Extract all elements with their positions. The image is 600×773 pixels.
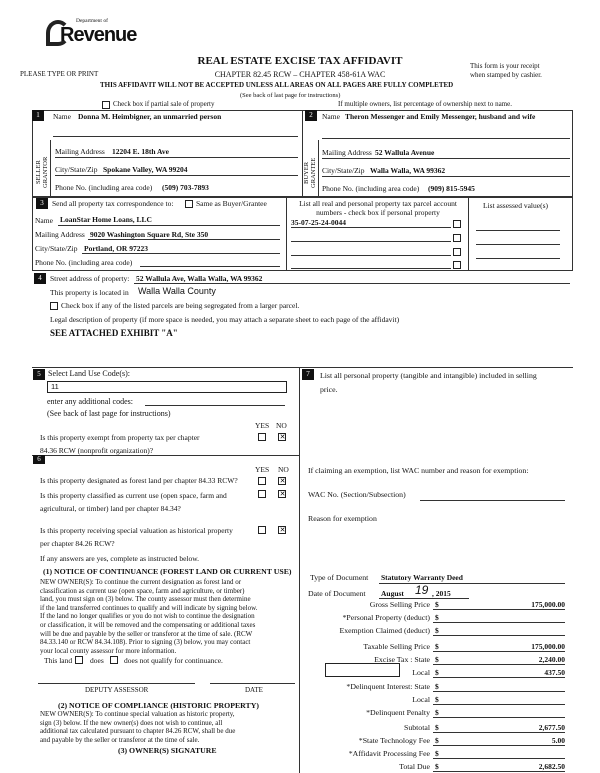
seller-name-label: Name [53,112,71,121]
personal-property-checkbox[interactable] [453,248,461,256]
fee-label: Exemption Claimed (deduct) [339,626,430,635]
see-back: (See back of last page for instructions) [240,92,341,99]
seller-city[interactable]: Spokane Valley, WA 99204 [103,165,188,174]
legal-label: Legal description of property (if more space is needed, you may attach a separate sheet to each page of the affidavit) [50,315,400,324]
parcel-header [288,199,468,217]
field-line [134,283,570,284]
date-label: DATE [245,686,263,694]
assessed-header: List assessed value(s) [483,201,548,210]
personal-property-label [320,369,537,397]
dollar-sign: $ [435,762,439,771]
notice1-title: (1) NOTICE OF CONTINUANCE (FOREST LAND OR CURRENT USE) [43,567,292,576]
dollar-sign: $ [435,642,439,651]
blank-line [322,138,570,139]
fee-label: Subtotal [404,723,430,732]
same-as-buyer-checkbox[interactable] [185,200,193,208]
divider [32,367,573,368]
additional-codes-label: enter any additional codes: [47,397,133,406]
personal-property-checkbox[interactable] [453,234,461,242]
fee-label: *Delinquent Penalty [366,708,430,717]
corr-city-label: City/State/Zip [35,244,78,253]
label-line: List all personal property (tangible and intangible) included in selling [320,371,537,380]
current-use-question [40,489,227,515]
fee-label: Local [412,695,430,704]
land-use-code-input[interactable]: 11 [47,381,287,393]
section-number: 3 [36,198,48,209]
reason-label: Reason for exemption [308,514,377,523]
notice1-text [40,578,257,655]
receipt-note [470,62,542,80]
field-line [55,157,298,158]
notice-line: additional tax calculated pursuant to chapter 84.26 RCW, shall be due [40,727,236,736]
fee-value[interactable]: 2,677.50 [538,723,565,732]
notice-line: or classification, it will be removed and the compensating or additional taxes [40,620,256,629]
buyer-city[interactable]: Walla Walla, WA 99362 [370,166,446,175]
current-use-no-checkbox[interactable] [278,490,286,498]
seller-phone-label: Phone No. (including area code) [55,183,153,192]
seller-city-label: City/State/Zip [55,165,98,174]
field-line[interactable] [476,244,560,245]
fee-label: Excise Tax : State [374,655,430,664]
dollar-sign: $ [435,600,439,609]
notice2-text [40,710,235,744]
doc-month[interactable]: August [381,589,404,598]
partial-sale-checkbox[interactable] [102,101,110,109]
historic-no-checkbox[interactable] [278,526,286,534]
seller-side-label: SELLER GRANTOR [35,156,49,189]
dollar-sign: $ [435,613,439,622]
section-number: 7 [302,369,314,380]
corr-name[interactable]: LoanStar Home Loans, LLC [60,215,152,224]
exempt-yes-checkbox[interactable] [258,433,266,441]
divider [286,197,287,271]
corr-name-label: Name [35,216,53,225]
does-not-qualify-checkbox[interactable] [110,656,118,664]
notice2-title: (2) NOTICE OF COMPLIANCE (HISTORIC PROPERTY) [58,701,259,710]
notice-line: your local county assessor for more information. [40,646,177,655]
notice-line: land, you must sign on (3) below. The county assessor must then determine [40,595,251,604]
notice-line: and payable by the seller or transferor at the time of sale. [40,735,200,744]
dollar-sign: $ [435,723,439,732]
field-line[interactable] [476,230,560,231]
label-line: price. [320,385,338,394]
fee-label: Total Due [399,762,430,771]
section-number: 5 [33,369,45,380]
buyer-name-label: Name [322,112,340,121]
historic-question [40,524,233,550]
field-line [291,241,451,242]
doc-day[interactable]: 19 [415,583,429,597]
doc-type[interactable]: Statutory Warranty Deed [381,573,463,582]
buyer-name[interactable]: Theron Messenger and Emily Messenger, husband and wife [345,112,536,121]
buyer-side-label: BUYER GRANTEE [303,157,317,188]
dollar-sign: $ [435,626,439,635]
historic-yes-checkbox[interactable] [258,526,266,534]
dollar-sign: $ [435,708,439,717]
wac-label: WAC No. (Section/Subsection) [308,490,406,499]
form-title: REAL ESTATE EXCISE TAX AFFIDAVIT [197,55,403,67]
question-line: Is this property classified as current use (open space, farm and [40,491,227,500]
field-line [291,255,451,256]
field-line[interactable] [145,405,285,406]
correspondence-label: Send all property tax correspondence to: [52,199,174,208]
does-label: does [90,656,104,665]
buyer-phone-label: Phone No. (including area code) [322,184,420,193]
segregated-label: Check box if any of the listed parcels are being segregated from a larger parcel. [61,301,300,310]
current-use-yes-checkbox[interactable] [258,490,266,498]
fee-line [433,635,565,636]
dollar-sign: $ [435,682,439,691]
multiple-owners-note: If multiple owners, list percentage of ownership next to name. [338,100,512,108]
fee-label: Gross Selling Price [369,600,430,609]
buyer-phone[interactable]: (909) 815-5945 [428,184,475,193]
corr-city[interactable]: Portland, OR 97223 [84,244,148,253]
deputy-label: DEPUTY ASSESSOR [85,686,149,694]
exempt-no-checkbox[interactable] [278,433,286,441]
notice-line: sign (3) below. If the new owner(s) does not wish to continue, all [40,718,223,727]
dollar-sign: $ [435,668,439,677]
receipt-line: when stamped by cashier. [470,71,542,79]
dollar-sign: $ [435,736,439,745]
divider [318,140,319,197]
field-line [55,175,298,176]
fee-value[interactable]: 2,682.50 [538,762,565,771]
doc-type-label: Type of Document [310,573,369,582]
dollar-sign: $ [435,749,439,758]
field-line[interactable] [140,266,280,267]
field-line[interactable] [476,258,560,259]
field-line [82,253,280,254]
fee-label: *State Technology Fee [358,736,430,745]
buyer-mail-label: Mailing Address [322,148,372,157]
fee-line [433,704,565,705]
field-line [58,225,280,226]
fee-line [433,664,565,665]
fee-line [433,717,565,718]
land-use-label: Select Land Use Code(s): [48,369,130,378]
seller-mail[interactable]: 12204 E. 18th Ave [112,147,169,156]
section-number: 4 [34,273,46,284]
fee-value[interactable]: 175,000.00 [531,642,565,651]
notice-line: classification as current use (open space, farm and agriculture, or timber) [40,586,245,595]
buyer-city-label: City/State/Zip [322,166,365,175]
form-chapter: CHAPTER 82.45 RCW – CHAPTER 458-61A WAC [214,70,386,79]
yes-label: YES [255,421,270,430]
personal-property-checkbox[interactable] [453,220,461,228]
fee-value[interactable]: 175,000.00 [531,600,565,609]
please-type: PLEASE TYPE OR PRINT [20,70,99,78]
logo-small-text: Department of [76,18,108,24]
exempt-question [40,431,200,457]
dollar-sign: $ [435,695,439,704]
parcel-header-line: List all real and personal property tax parcel account [299,199,457,208]
fee-value[interactable]: 437.50 [544,668,565,677]
field-line [379,583,565,584]
divider [50,140,51,197]
owner-signature-title: (3) OWNER(S) SIGNATURE [118,746,217,755]
section-number: 6 [33,455,45,464]
section-number: 1 [32,110,44,121]
seller-phone[interactable]: (509) 703-7893 [162,183,209,192]
question-line: agricultural, or timber) land per chapter 84.34? [40,504,181,513]
partial-sale-label: Check box if partial sale of property [113,100,215,108]
fee-label: *Delinquent Interest: State [346,682,430,691]
question-line: Is this property exempt from property tax per chapter [40,433,200,442]
fee-line [433,745,565,746]
notice-line: If the land no longer qualifies or you do not wish to continue the designation [40,612,255,621]
field-line [322,158,570,159]
section-number: 2 [305,110,317,121]
corr-mail[interactable]: 9020 Washington Square Rd, Ste 350 [90,230,209,239]
county[interactable]: Walla Walla County [138,286,216,296]
fee-line [433,651,565,652]
fee-line [433,677,565,678]
notice-line: NEW OWNER(S): To continue special valuation as historic property, [40,710,235,718]
fee-line [433,609,565,610]
fee-line [433,691,565,692]
does-qualify-checkbox[interactable] [75,656,83,664]
forest-question: Is this property designated as forest land per chapter 84.33 RCW? [40,476,238,485]
question-line: Is this property receiving special valuation as historical property [40,526,233,535]
form-warning: THIS AFFIDAVIT WILL NOT BE ACCEPTED UNLESS ALL AREAS ON ALL PAGES ARE FULLY COMPLETED [100,81,454,89]
fee-label: *Personal Property (deduct) [342,613,430,622]
field-line [322,176,570,177]
land-use-see-back: (See back of last page for instructions) [47,409,171,418]
if-yes-note: If any answers are yes, complete as instructed below. [40,554,200,563]
fee-value[interactable]: 5.00 [551,736,565,745]
forest-no-checkbox[interactable] [278,477,286,485]
fee-line [433,758,565,759]
buyer-mail[interactable]: 52 Wallula Avenue [375,148,435,157]
logo-main-text: Revenue [60,24,137,46]
field-line [291,268,451,269]
no-label: NO [278,465,289,474]
question-line: per chapter 84.26 RCW? [40,539,115,548]
field-line [379,598,469,599]
segregated-checkbox[interactable] [50,302,58,310]
notice-line: NEW OWNER(S): To continue the current designation as forest land or [40,578,242,586]
question-line: 84.36 RCW (nonprofit organization)? [40,446,154,455]
corr-phone-label: Phone No. (including area code) [35,258,133,267]
divider [32,455,299,456]
field-line [88,239,280,240]
doc-date-label: Date of Document [308,589,366,598]
seller-mail-label: Mailing Address [55,147,105,156]
divider [468,197,469,271]
receipt-line: This form is your receipt [470,62,540,70]
personal-property-checkbox[interactable] [453,261,461,269]
exemption-label: If claiming an exemption, list WAC number and reason for exemption: [308,466,529,475]
deputy-signature-line[interactable] [38,683,195,684]
does-not-label: does not qualify for continuance. [124,656,223,665]
street-address[interactable]: 52 Wallula Ave, Walla Walla, WA 99362 [136,274,263,283]
parcel-number[interactable]: 35-07-25-24-0044 [291,218,346,227]
divider [299,367,300,773]
same-as-buyer-label: Same as Buyer/Grantee [196,199,267,208]
dollar-sign: $ [435,655,439,664]
doc-year[interactable]: , 2015 [432,589,451,598]
fee-value[interactable]: 2,240.00 [538,655,565,664]
notice-line: will be due and payable by the seller or transferor at the time of sale. (RCW [40,629,253,638]
seller-name[interactable]: Donna M. Heimbigner, an unmarried person [78,112,222,121]
fee-line [433,622,565,623]
forest-yes-checkbox[interactable] [258,477,266,485]
wac-input-line[interactable] [420,500,565,501]
located-label: This property is located in [50,288,129,297]
notice-line: 84.33.140 or RCW 84.34.108). Prior to signing (3) below, you may contact [40,638,251,647]
corr-mail-label: Mailing Address [35,230,85,239]
notice-line: if the land transferred continues to qualify and will indicate by signing below. [40,603,258,612]
field-line [291,227,451,228]
fee-label: Local [412,668,430,677]
date-signature-line[interactable] [210,683,295,684]
legal-description[interactable]: SEE ATTACHED EXHIBIT "A" [50,328,178,338]
fee-line [433,732,565,733]
fee-label: *Affidavit Processing Fee [348,749,430,758]
blank-line [53,136,298,137]
fee-label: Taxable Selling Price [363,642,430,651]
parcel-header-line: numbers - check box if personal property [316,208,440,217]
this-land-label: This land [44,656,73,665]
street-label: Street address of property: [50,274,130,283]
yes-label: YES [255,465,270,474]
fee-line [433,771,565,772]
no-label: NO [276,421,287,430]
